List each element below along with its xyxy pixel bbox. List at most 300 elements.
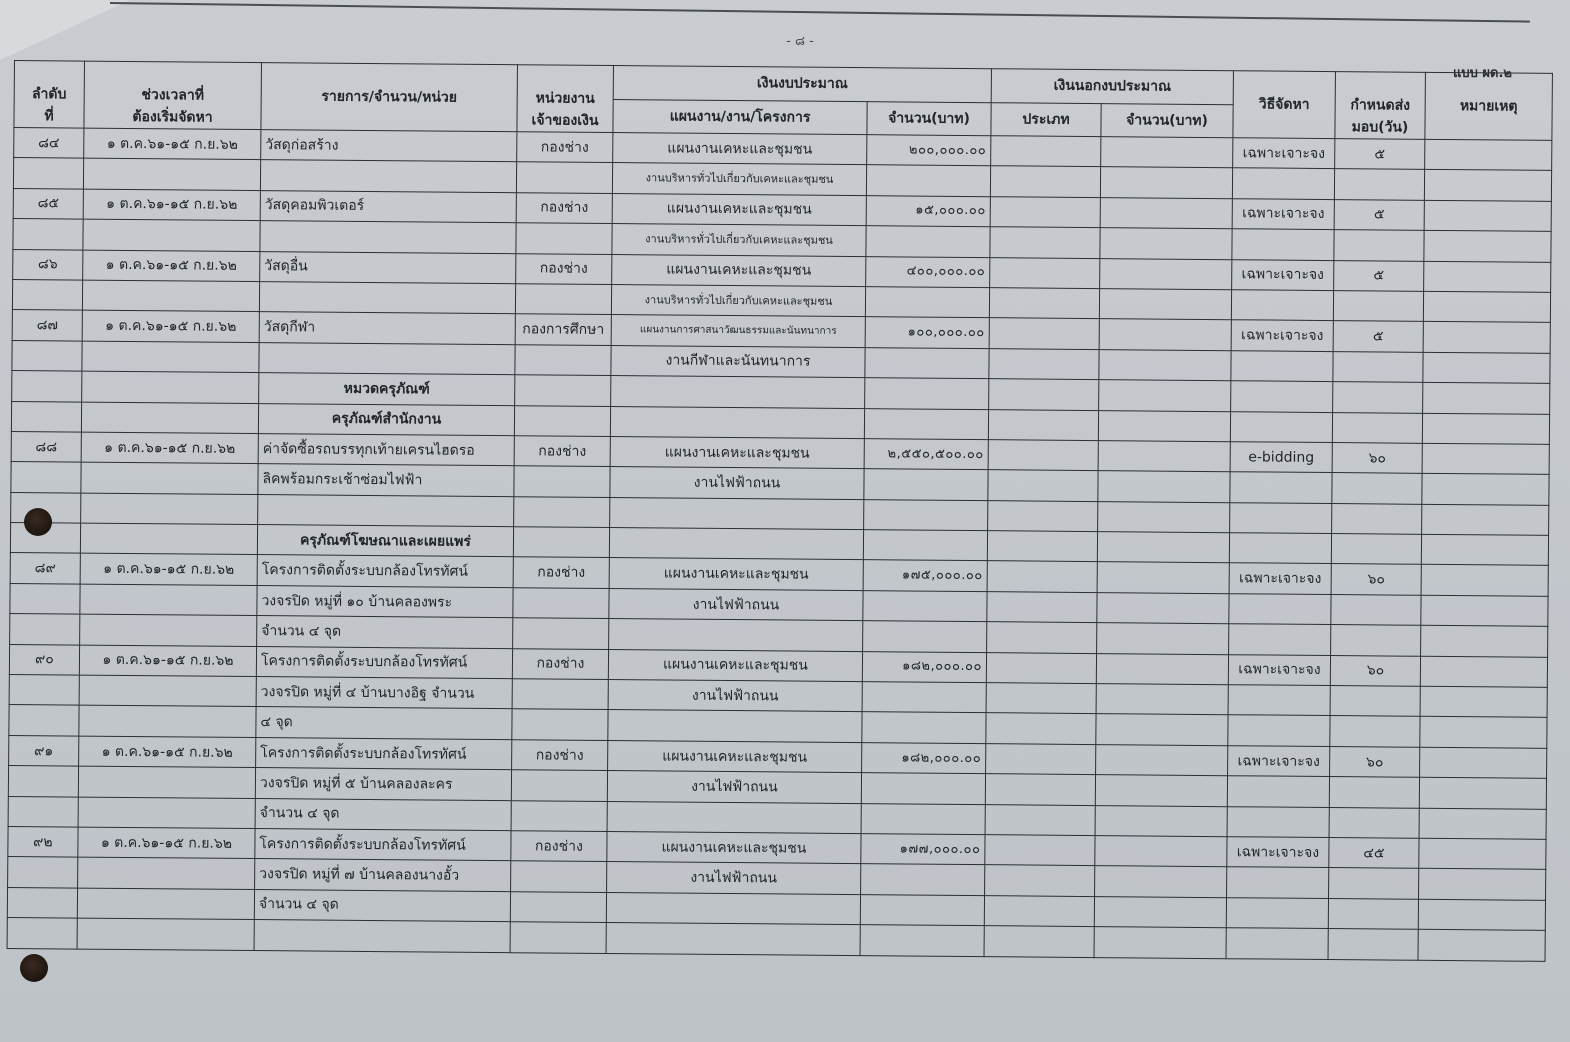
cell-period: [77, 888, 254, 920]
cell-offbudget-type: [985, 774, 1095, 805]
cell-budget-amount: ๑๘๒,๐๐๐.๐๐: [862, 742, 986, 773]
cell-plan: [606, 923, 860, 956]
cell-owner: กองช่าง: [513, 557, 609, 588]
cell-period: [81, 493, 258, 525]
cell-plan: งานไฟฟ้าถนน: [608, 680, 862, 713]
cell-owner: [512, 679, 608, 710]
cell-deadline: ๖๐: [1330, 655, 1420, 686]
cell-method: [1227, 776, 1329, 807]
cell-owner: [511, 770, 607, 801]
cell-deadline: [1328, 929, 1418, 960]
cell-method: [1228, 685, 1330, 716]
cell-method: เฉพาะเจาะจง: [1228, 746, 1330, 777]
cell-offbudget-amount: [1099, 319, 1231, 350]
cell-method: [1231, 350, 1333, 381]
cell-no: [7, 918, 77, 949]
cell-offbudget-amount: [1100, 228, 1232, 259]
cell-plan: แผนงานเคหะและชุมชน: [612, 193, 866, 226]
cell-method: [1229, 594, 1331, 625]
cell-item: วงจรปิด หมู่ที่ ๕ บ้านคลองละคร: [255, 768, 511, 801]
cell-owner: [511, 861, 607, 892]
cell-offbudget-amount: [1095, 836, 1227, 867]
cell-item: วัสดุคอมพิวเตอร์: [260, 190, 516, 223]
cell-item: [258, 494, 514, 527]
cell-period: ๑ ต.ค.๖๑-๑๕ ก.ย.๖๒: [79, 645, 256, 677]
cell-period: [78, 766, 255, 798]
cell-no: [12, 340, 82, 371]
cell-item: ครุภัณฑ์โฆษณาและเผยแพร่: [257, 525, 513, 558]
cell-plan: แผนงานเคหะและชุมชน: [609, 558, 863, 591]
cell-deadline: [1333, 291, 1423, 322]
cell-deadline: [1332, 412, 1422, 443]
cell-method: เฉพาะเจาะจง: [1229, 563, 1331, 594]
header-budget-plan: แผนงาน/งาน/โครงการ: [613, 99, 867, 135]
cell-item: [254, 920, 510, 953]
cell-remark: [1422, 443, 1549, 474]
cell-remark: [1419, 778, 1546, 809]
cell-offbudget-type: [986, 652, 1096, 683]
cell-item: ค่าจัดซื้อรถบรรทุกเท้ายเครนไฮดรอ: [258, 433, 514, 466]
cell-plan: งานกีฬาและนันทนาการ: [611, 345, 865, 378]
cell-budget-amount: [863, 590, 987, 621]
cell-remark: [1422, 474, 1549, 505]
cell-item: วัสดุอื่น: [260, 251, 516, 284]
header-offbudget-amount: จำนวน(บาท): [1101, 103, 1233, 138]
cell-item: [259, 282, 515, 315]
cell-owner: กองช่าง: [511, 831, 607, 862]
cell-budget-amount: [860, 925, 984, 956]
cell-offbudget-amount: [1098, 410, 1230, 441]
cell-owner: [514, 405, 610, 436]
cell-period: [81, 402, 258, 434]
cell-remark: [1425, 139, 1552, 170]
cell-offbudget-type: [987, 592, 1097, 623]
cell-offbudget-amount: [1098, 501, 1230, 532]
cell-plan: [608, 710, 862, 743]
cell-plan: แผนงานเคหะและชุมชน: [608, 740, 862, 773]
cell-offbudget-type: [990, 227, 1100, 258]
cell-no: ๘๘: [11, 431, 81, 462]
cell-period: [79, 705, 256, 737]
cell-owner: [511, 800, 607, 831]
cell-offbudget-type: [989, 318, 1099, 349]
cell-method: [1232, 168, 1334, 199]
cell-owner: [513, 618, 609, 649]
cell-deadline: [1332, 473, 1422, 504]
cell-offbudget-amount: [1099, 349, 1231, 380]
cell-no: [11, 401, 81, 432]
cell-offbudget-amount: [1096, 684, 1228, 715]
cell-deadline: ๖๐: [1330, 746, 1420, 777]
cell-plan: [609, 528, 863, 561]
header-method: วิธีจัดหา: [1233, 71, 1336, 139]
cell-plan: [606, 892, 860, 925]
cell-owner: กองช่าง: [512, 648, 608, 679]
cell-period: [77, 918, 254, 950]
cell-offbudget-type: [991, 136, 1101, 167]
cell-method: [1226, 928, 1328, 959]
cell-owner: กองช่าง: [516, 192, 612, 223]
cell-remark: [1419, 869, 1546, 900]
cell-budget-amount: [861, 803, 985, 834]
cell-offbudget-type: [985, 865, 1095, 896]
cell-offbudget-amount: [1098, 441, 1230, 472]
cell-owner: กองช่าง: [516, 253, 612, 284]
cell-no: [12, 371, 82, 402]
cell-budget-amount: ๑๘๒,๐๐๐.๐๐: [862, 651, 986, 682]
cell-plan: แผนงานเคหะและชุมชน: [608, 649, 862, 682]
cell-deadline: [1333, 351, 1423, 382]
cell-item: วงจรปิด หมู่ที่ ๔ บ้านบางอิฐ จำนวน: [256, 677, 512, 710]
cell-plan: แผนงานเคหะและชุมชน: [613, 133, 867, 166]
cell-remark: [1421, 534, 1548, 565]
header-no: [14, 61, 85, 129]
cell-owner: [516, 162, 612, 193]
cell-plan: [609, 619, 863, 652]
cell-plan: งานไฟฟ้าถนน: [610, 467, 864, 500]
cell-period: ๑ ต.ค.๖๑-๑๕ ก.ย.๖๒: [84, 128, 261, 160]
cell-item: จำนวน ๔ จุด: [254, 889, 510, 922]
cell-plan: งานไฟฟ้าถนน: [607, 771, 861, 804]
cell-owner: [514, 466, 610, 497]
cell-method: [1230, 411, 1332, 442]
table-body: [7, 128, 1552, 961]
cell-offbudget-amount: [1095, 866, 1227, 897]
cell-deadline: ๖๐: [1331, 564, 1421, 595]
cell-owner: กองช่าง: [512, 740, 608, 771]
cell-deadline: ๖๐: [1332, 442, 1422, 473]
cell-offbudget-amount: [1099, 289, 1231, 320]
cell-item: จำนวน ๔ จุด: [255, 798, 511, 831]
cell-offbudget-type: [988, 409, 1098, 440]
header-deadline: [1335, 72, 1426, 140]
cell-owner: [514, 496, 610, 527]
cell-remark: [1424, 170, 1551, 201]
cell-item: วงจรปิด หมู่ที่ ๑๐ บ้านคลองพระ: [257, 585, 513, 618]
cell-item: ๔ จุด: [256, 707, 512, 740]
cell-owner: [515, 344, 611, 375]
cell-offbudget-type: [989, 379, 1099, 410]
header-budget-amount: จำนวน(บาท): [867, 101, 991, 136]
cell-budget-amount: ๒,๕๕๐,๕๐๐.๐๐: [864, 439, 988, 470]
page-number: - ๘ -: [786, 34, 814, 49]
cell-no: [8, 857, 78, 888]
cell-owner: [510, 922, 606, 953]
cell-budget-amount: [861, 773, 985, 804]
cell-budget-amount: ๔๐๐,๐๐๐.๐๐: [866, 256, 990, 287]
cell-remark: [1421, 595, 1548, 626]
cell-method: เฉพาะเจาะจง: [1233, 138, 1335, 169]
header-deadline-label: กำหนดส่ง มอบ(วัน): [1350, 97, 1411, 136]
cell-method: [1231, 290, 1333, 321]
cell-deadline: ๕: [1335, 139, 1425, 170]
cell-period: [80, 584, 257, 616]
cell-deadline: ๕: [1334, 260, 1424, 291]
cell-plan: [610, 406, 864, 439]
cell-offbudget-amount: [1100, 258, 1232, 289]
cell-offbudget-type: [986, 713, 1096, 744]
cell-plan: งานบริหารทั่วไปเกี่ยวกับเคหะและชุมชน: [611, 284, 865, 317]
cell-remark: [1421, 626, 1548, 657]
cell-budget-amount: [862, 712, 986, 743]
cell-offbudget-type: [990, 257, 1100, 288]
cell-period: [79, 675, 256, 707]
cell-offbudget-amount: [1096, 653, 1228, 684]
cell-deadline: [1331, 594, 1421, 625]
cell-method: [1230, 502, 1332, 533]
cell-item: โครงการติดตั้งระบบกล้องโทรทัศน์: [256, 737, 512, 770]
cell-period: ๑ ต.ค.๖๑-๑๕ ก.ย.๖๒: [82, 310, 259, 342]
cell-method: [1228, 715, 1330, 746]
cell-owner: [515, 284, 611, 315]
cell-deadline: [1334, 169, 1424, 200]
cell-no: ๙๒: [8, 826, 78, 857]
cell-owner: กองการศึกษา: [515, 314, 611, 345]
cell-plan: แผนงานเคหะและชุมชน: [612, 254, 866, 287]
header-owner: [517, 65, 614, 133]
cell-offbudget-type: [987, 531, 1097, 562]
cell-plan: งานไฟฟ้าถนน: [607, 862, 861, 895]
cell-no: [8, 766, 78, 797]
cell-method: [1229, 533, 1331, 564]
cell-period: [78, 857, 255, 889]
cell-no: ๘๖: [13, 249, 83, 280]
cell-offbudget-amount: [1095, 775, 1227, 806]
cell-no: [11, 462, 81, 493]
cell-offbudget-amount: [1101, 137, 1233, 168]
cell-remark: [1424, 230, 1551, 261]
cell-remark: [1423, 352, 1550, 383]
cell-offbudget-amount: [1097, 623, 1229, 654]
cell-deadline: [1329, 868, 1419, 899]
cell-remark: [1423, 291, 1550, 322]
cell-remark: [1420, 656, 1547, 687]
cell-deadline: [1328, 898, 1418, 929]
cell-owner: [516, 223, 612, 254]
header-period: [84, 61, 262, 129]
cell-no: ๘๕: [13, 188, 83, 219]
cell-plan: [607, 801, 861, 834]
cell-no: [13, 158, 83, 189]
cell-period: [83, 158, 260, 190]
cell-offbudget-amount: [1097, 532, 1229, 563]
cell-method: เฉพาะเจาะจง: [1228, 654, 1330, 685]
cell-owner: กองช่าง: [514, 436, 610, 467]
cell-period: ๑ ต.ค.๖๑-๑๕ ก.ย.๖๒: [81, 432, 258, 464]
cell-owner: กองช่าง: [517, 132, 613, 163]
cell-no: [10, 614, 80, 645]
cell-plan: [610, 497, 864, 530]
cell-remark: [1418, 899, 1545, 930]
cell-period: [78, 797, 255, 829]
cell-item: จำนวน ๔ จุด: [257, 616, 513, 649]
cell-item: ครุภัณฑ์สำนักงาน: [258, 403, 514, 436]
cell-method: e-bidding: [1230, 442, 1332, 473]
cell-offbudget-type: [986, 683, 1096, 714]
cell-offbudget-amount: [1096, 714, 1228, 745]
cell-deadline: ๕: [1333, 321, 1423, 352]
cell-offbudget-amount: [1099, 380, 1231, 411]
cell-remark: [1423, 322, 1550, 353]
cell-offbudget-type: [990, 196, 1100, 227]
cell-no: ๘๗: [12, 310, 82, 341]
cell-plan: งานไฟฟ้าถนน: [609, 588, 863, 621]
punch-hole-top: [24, 508, 52, 536]
cell-period: [81, 462, 258, 494]
cell-method: เฉพาะเจาะจง: [1227, 837, 1329, 868]
cell-owner: [513, 527, 609, 558]
cell-item: วัสดุกีฬา: [259, 312, 515, 345]
procurement-plan-table: [7, 60, 1553, 961]
cell-plan: แผนงานเคหะและชุมชน: [607, 831, 861, 864]
cell-period: ๑ ต.ค.๖๑-๑๕ ก.ย.๖๒: [83, 250, 260, 282]
cell-plan: แผนงานเคหะและชุมชน: [610, 436, 864, 469]
cell-budget-amount: [864, 499, 988, 530]
cell-remark: [1422, 504, 1549, 535]
cell-item: [259, 342, 515, 375]
cell-method: [1230, 472, 1332, 503]
cell-deadline: [1331, 534, 1421, 565]
cell-offbudget-type: [986, 743, 1096, 774]
cell-remark: [1419, 808, 1546, 839]
procurement-table-wrapper: [7, 60, 1552, 961]
cell-period: [80, 614, 257, 646]
cell-offbudget-type: [985, 804, 1095, 835]
cell-deadline: [1331, 625, 1421, 656]
cell-method: [1232, 229, 1334, 260]
cell-period: [82, 371, 259, 403]
cell-offbudget-amount: [1094, 896, 1226, 927]
cell-period: ๑ ต.ค.๖๑-๑๕ ก.ย.๖๒: [79, 736, 256, 768]
cell-no: ๘๙: [10, 553, 80, 584]
cell-remark: [1420, 747, 1547, 778]
cell-deadline: [1330, 716, 1420, 747]
cell-budget-amount: [865, 378, 989, 409]
cell-remark: [1419, 838, 1546, 869]
header-offbudget-type: ประเภท: [991, 102, 1101, 136]
cell-period: [82, 280, 259, 312]
cell-offbudget-type: [987, 561, 1097, 592]
cell-no: [12, 279, 82, 310]
cell-offbudget-type: [987, 622, 1097, 653]
cell-budget-amount: ๑๕,๐๐๐.๐๐: [866, 195, 990, 226]
cell-remark: [1418, 929, 1545, 960]
cell-budget-amount: [863, 621, 987, 652]
cell-plan: [611, 376, 865, 409]
cell-plan: แผนงานการศาสนาวัฒนธรรมและนันทนาการ: [611, 315, 865, 348]
cell-deadline: [1334, 230, 1424, 261]
cell-owner: [512, 709, 608, 740]
cell-remark: [1420, 686, 1547, 717]
cell-budget-amount: ๑๗๕,๐๐๐.๐๐: [863, 560, 987, 591]
cell-offbudget-type: [989, 288, 1099, 319]
cell-item: โครงการติดตั้งระบบกล้องโทรทัศน์: [257, 555, 513, 588]
cell-deadline: [1329, 807, 1419, 838]
cell-budget-amount: [866, 226, 990, 257]
cell-offbudget-amount: [1100, 197, 1232, 228]
cell-item: [260, 221, 516, 254]
cell-offbudget-amount: [1098, 471, 1230, 502]
cell-offbudget-type: [985, 835, 1095, 866]
cell-owner: [515, 375, 611, 406]
cell-offbudget-amount: [1096, 744, 1228, 775]
cell-remark: [1424, 200, 1551, 231]
cell-no: ๘๔: [14, 128, 84, 159]
cell-deadline: [1332, 503, 1422, 534]
folded-corner: [0, 0, 130, 60]
cell-item: หมวดครุภัณฑ์: [259, 373, 515, 406]
cell-budget-amount: [861, 864, 985, 895]
cell-offbudget-amount: [1100, 167, 1232, 198]
cell-remark: [1421, 565, 1548, 596]
cell-offbudget-type: [984, 926, 1094, 957]
cell-deadline: [1330, 686, 1420, 717]
cell-budget-amount: [865, 347, 989, 378]
cell-remark: [1424, 261, 1551, 292]
cell-offbudget-amount: [1097, 562, 1229, 593]
cell-budget-amount: [862, 682, 986, 713]
cell-period: [82, 341, 259, 373]
cell-offbudget-type: [988, 440, 1098, 471]
cell-item: ลิคพร้อมกระเช้าซ่อมไฟฟ้า: [258, 464, 514, 497]
cell-no: [7, 887, 77, 918]
cell-budget-amount: ๑๐๐,๐๐๐.๐๐: [865, 317, 989, 348]
cell-budget-amount: [865, 287, 989, 318]
table-header: [14, 61, 1553, 141]
cell-method: [1229, 624, 1331, 655]
form-code: แบบ ผด.๒: [1453, 66, 1512, 81]
cell-offbudget-type: [988, 500, 1098, 531]
cell-offbudget-amount: [1097, 592, 1229, 623]
cell-method: เฉพาะเจาะจง: [1231, 320, 1333, 351]
cell-no: [8, 796, 78, 827]
cell-deadline: [1329, 777, 1419, 808]
cell-period: ๑ ต.ค.๖๑-๑๕ ก.ย.๖๒: [78, 827, 255, 859]
cell-no: [13, 219, 83, 250]
cell-offbudget-type: [990, 166, 1100, 197]
cell-budget-amount: [863, 530, 987, 561]
cell-deadline: [1333, 382, 1423, 413]
cell-no: [10, 583, 80, 614]
cell-item: โครงการติดตั้งระบบกล้องโทรทัศน์: [255, 829, 511, 862]
cell-item: วัสดุก่อสร้าง: [261, 130, 517, 163]
cell-method: [1227, 867, 1329, 898]
cell-period: [83, 219, 260, 251]
cell-method: เฉพาะเจาะจง: [1232, 198, 1334, 229]
cell-item: [260, 160, 516, 193]
cell-budget-amount: [864, 469, 988, 500]
cell-budget-amount: [866, 165, 990, 196]
cell-offbudget-type: [988, 470, 1098, 501]
cell-budget-amount: [860, 894, 984, 925]
cell-owner: [510, 891, 606, 922]
header-budget: เงินงบประมาณ: [613, 66, 991, 103]
header-offbudget: เงินนอกงบประมาณ: [991, 69, 1233, 105]
cell-no: [9, 675, 79, 706]
top-rule-line: [110, 2, 1530, 23]
cell-budget-amount: [864, 408, 988, 439]
header-no-label: ลำดับ ที่: [31, 86, 67, 125]
cell-remark: [1423, 382, 1550, 413]
cell-offbudget-amount: [1094, 927, 1226, 958]
cell-offbudget-amount: [1095, 805, 1227, 836]
header-remark: หมายเหตุ: [1425, 72, 1553, 140]
cell-budget-amount: ๑๗๗,๐๐๐.๐๐: [861, 834, 985, 865]
cell-deadline: ๕: [1334, 199, 1424, 230]
cell-method: เฉพาะเจาะจง: [1232, 259, 1334, 290]
cell-no: ๙๑: [9, 735, 79, 766]
cell-plan: งานบริหารทั่วไปเกี่ยวกับเคหะและชุมชน: [612, 163, 866, 196]
